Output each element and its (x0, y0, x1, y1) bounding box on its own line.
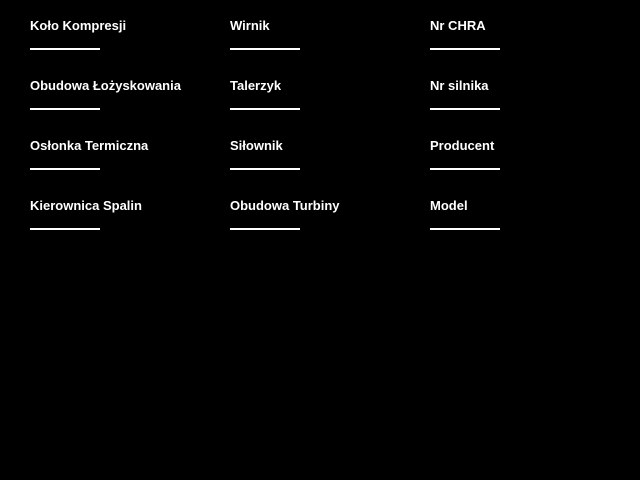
wirnik-input[interactable] (230, 48, 300, 50)
obudowa-turbiny-label: Obudowa Turbiny (230, 198, 340, 213)
talerzyk-label: Talerzyk (230, 78, 282, 93)
field-obudowa-lozyskowania (30, 78, 220, 110)
field-kierownica-spalin (30, 198, 220, 230)
field-obudowa-turbiny (230, 198, 420, 230)
field-kolo-kompresji (30, 18, 220, 50)
silownik-label: Siłownik (230, 138, 283, 153)
field-model (430, 198, 620, 230)
obudowa-turbiny-input[interactable] (230, 228, 300, 230)
kierownica-spalin-input[interactable] (30, 228, 100, 230)
obudowa-lozyskowania-label: Obudowa Łożyskowania (30, 78, 181, 93)
obudowa-lozyskowania-input[interactable] (30, 108, 100, 110)
kolo-kompresji-input[interactable] (30, 48, 100, 50)
nr-chra-input[interactable] (430, 48, 500, 50)
producent-label: Producent (430, 138, 495, 153)
kierownica-spalin-label: Kierownica Spalin (30, 198, 142, 213)
silownik-input[interactable] (230, 168, 300, 170)
nr-silnika-label: Nr silnika (430, 78, 489, 93)
kolo-kompresji-label: Koło Kompresji (30, 18, 127, 33)
model-input[interactable] (430, 228, 500, 230)
oslonka-termiczna-input[interactable] (30, 168, 100, 170)
field-talerzyk (230, 78, 420, 110)
producent-input[interactable] (430, 168, 500, 170)
model-label: Model (430, 198, 468, 213)
field-wirnik (230, 18, 420, 50)
field-silownik (230, 138, 420, 170)
field-nr-silnika (430, 78, 620, 110)
field-producent (430, 138, 620, 170)
oslonka-termiczna-label: Osłonka Termiczna (30, 138, 149, 153)
field-oslonka-termiczna (30, 138, 220, 170)
nr-silnika-input[interactable] (430, 108, 500, 110)
nr-chra-label: Nr CHRA (430, 18, 486, 33)
field-nr-chra (430, 18, 620, 50)
talerzyk-input[interactable] (230, 108, 300, 110)
wirnik-label: Wirnik (230, 18, 270, 33)
